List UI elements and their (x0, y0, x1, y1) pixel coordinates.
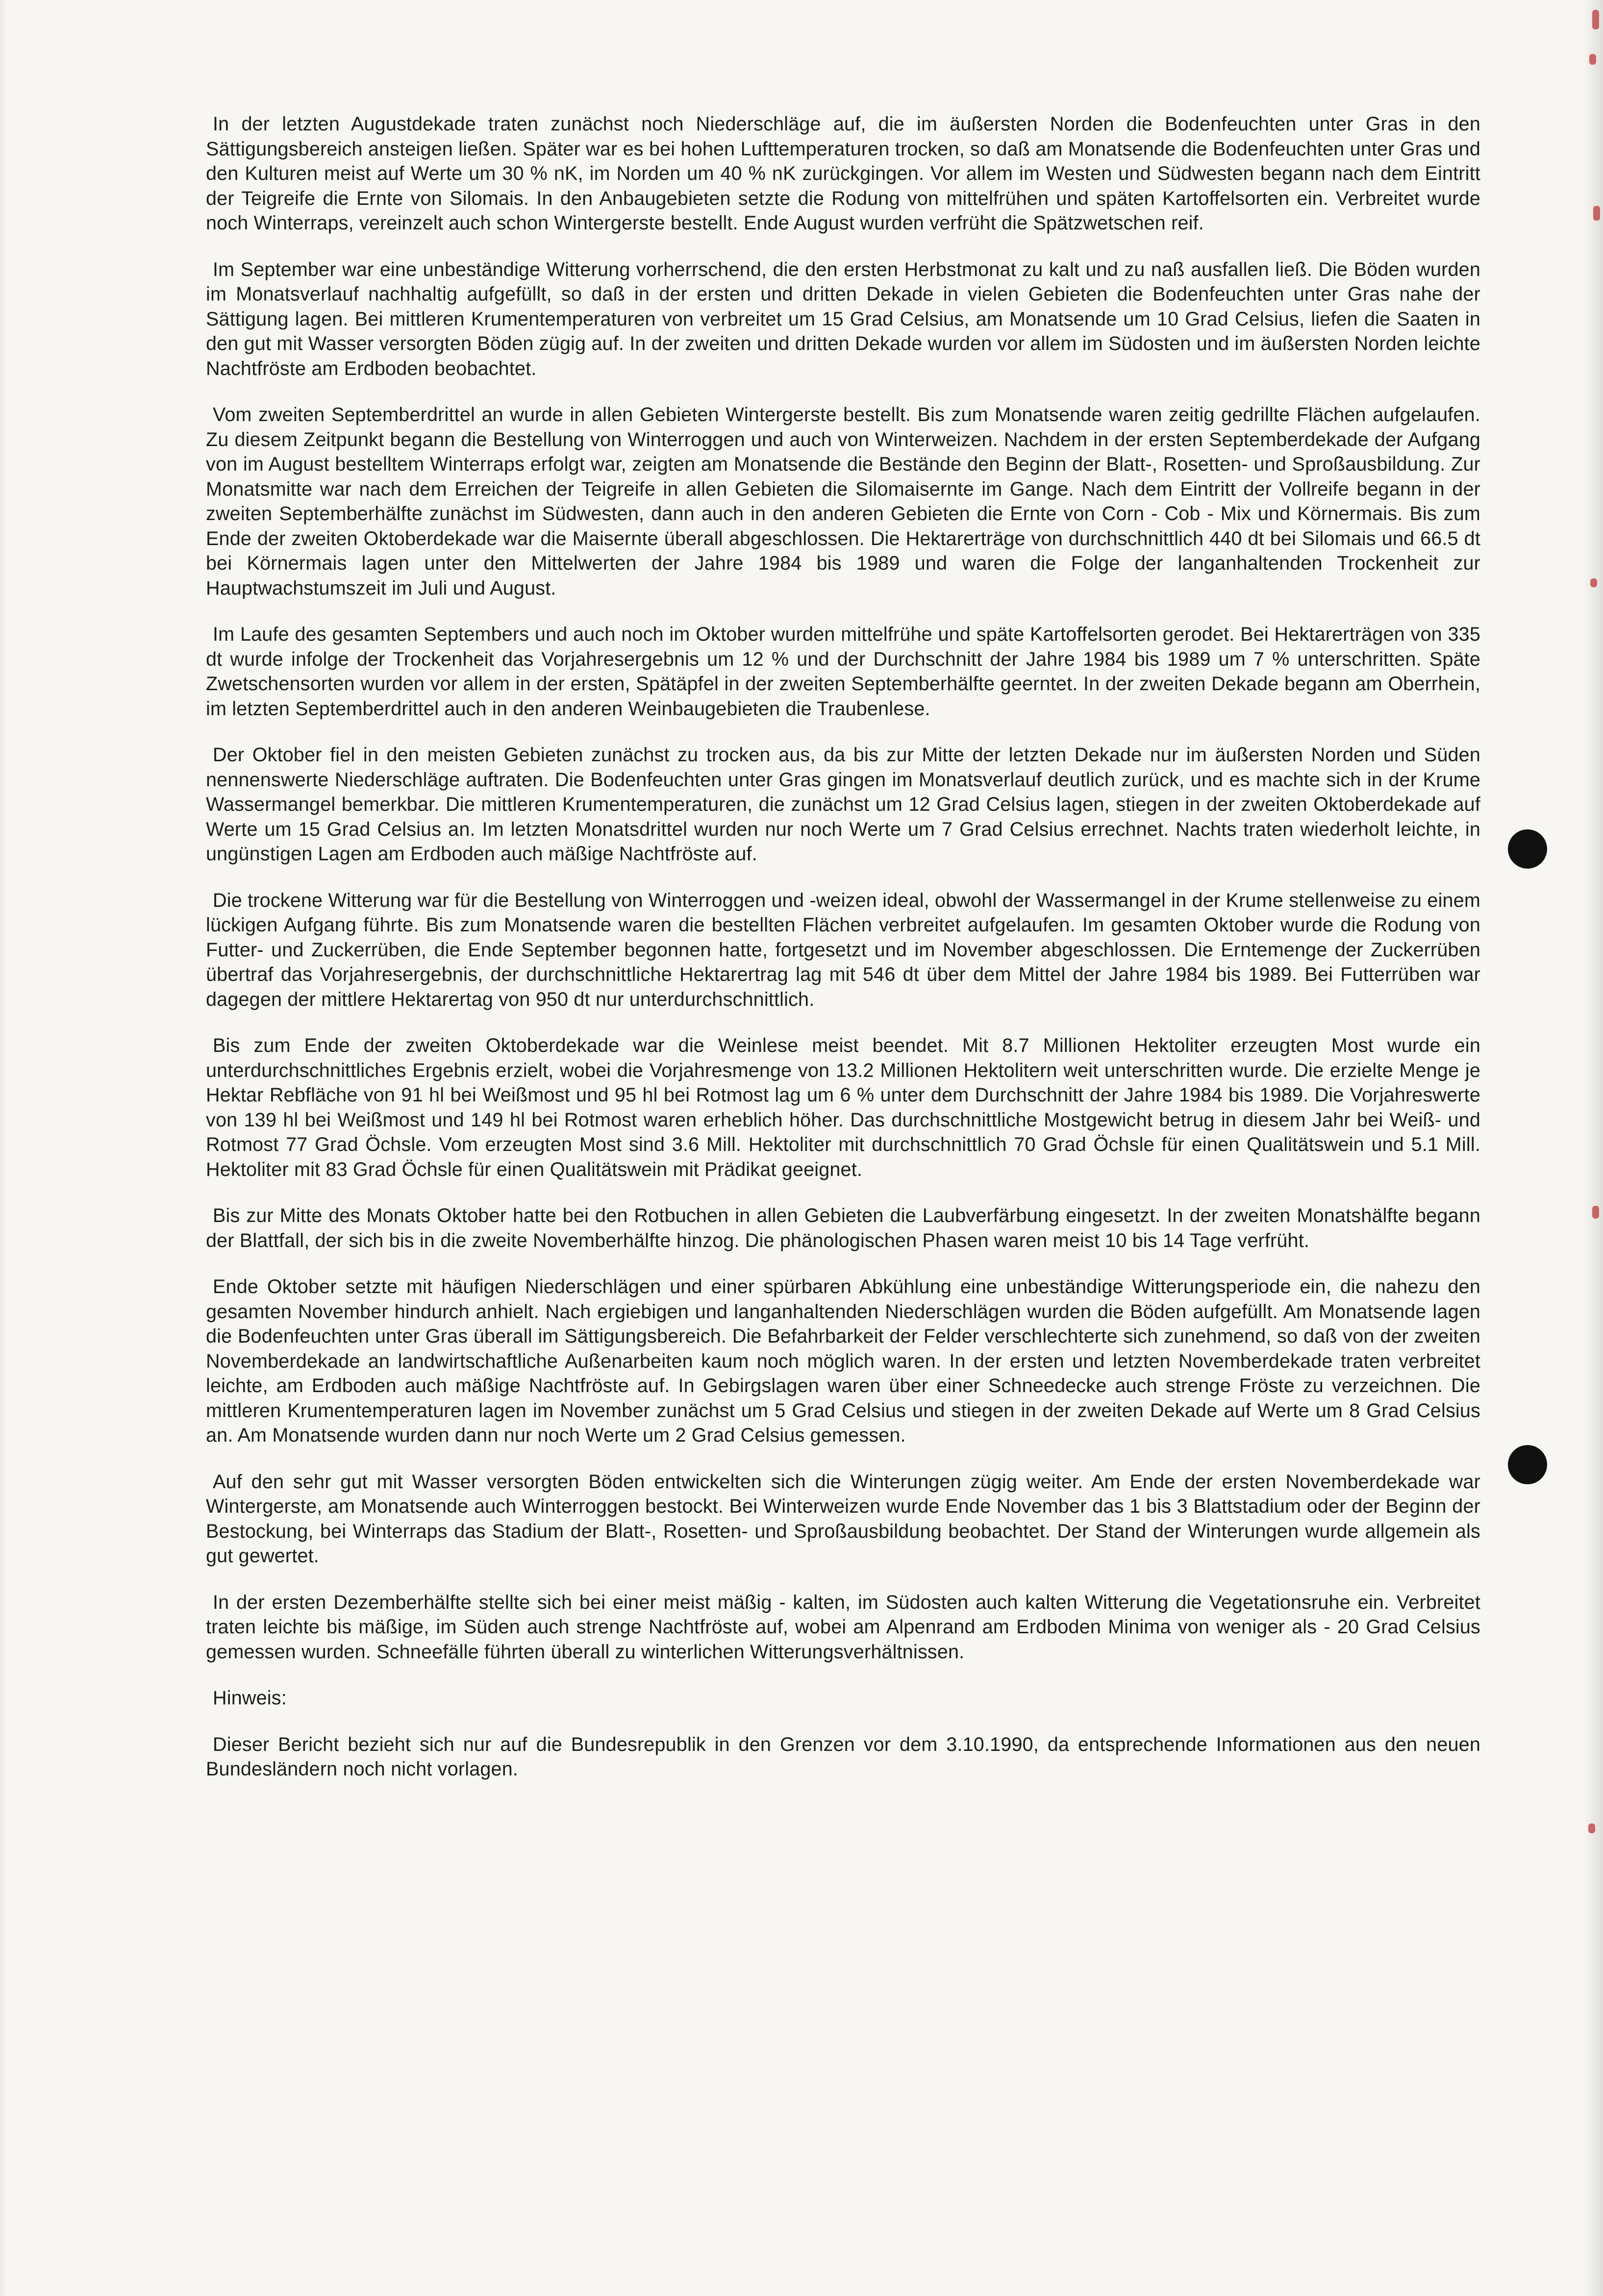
paragraph-december: In der ersten Dezemberhälfte stellte sich bei einer meist mäßig - kalten, im Südosten auch kalten Witterung die Vegetationsruhe ein. Verbreitet traten leichte bis mäßige, im Süden auch strenge Nachtfröste auf, wobei am Alpenrand am Erdboden Minima von weniger als - 20 Grad Celsius gemessen wurden. Schneefälle führten überall zu winterlichen Witterungsverhältnissen. (206, 1591, 1480, 1663)
report-body (206, 112, 1480, 1782)
red-edge-mark (1588, 1823, 1595, 1833)
red-edge-mark (1593, 206, 1600, 221)
paragraph-august: In der letzten Augustdekade traten zunächst noch Niederschläge auf, die im äußersten Norden die Bodenfeuchten unter Gras in den Sättigungsbereich ansteigen ließen. Später war es bei hohen Lufttemperaturen trocken, so daß am Monatsende die Bodenfeuchten unter Gras und den Kulturen meist auf Werte um 30 % nK, im Norden um 40 % nK zurückgingen. Vor allem im Westen und Südwesten begann nach dem Eintritt der Teigreife die Ernte von Silomais. In den Anbaugebieten setzte die Rodung von mittelfrühen und späten Kartoffelsorten ein. Verbreitet wurde noch Winterraps, vereinzelt auch schon Wintergerste bestellt. Ende August wurden verfrüht die Spätzwetschen reif. (206, 113, 1480, 234)
red-edge-mark (1589, 54, 1596, 65)
punch-hole-lower (1508, 1445, 1547, 1484)
punch-hole-upper (1508, 829, 1547, 869)
red-edge-mark (1592, 10, 1599, 29)
red-edge-mark (1590, 578, 1597, 587)
paragraph-september-weather: Im September war eine unbeständige Witterung vorherrschend, die den ersten Herbstmonat zu kalt und zu naß ausfallen ließ. Die Böden wurden im Monatsverlauf nachhaltig aufgefüllt, so daß in der ersten und dritten Dekade in vielen Gebieten die Bodenfeuchten unter Gras nahe der Sättigung lagen. Bei mittleren Krumentemperaturen von verbreitet um 15 Grad Celsius, am Monatsende um 10 Grad Celsius, liefen die Saaten in den gut mit Wasser versorgten Böden zügig auf. In der zweiten und dritten Dekade wurden vor allem im Südosten und im äußersten Norden leichte Nachtfröste am Erdboden beobachtet. (206, 258, 1481, 379)
paragraph-wine-harvest: Bis zum Ende der zweiten Oktoberdekade war die Weinlese meist beendet. Mit 8.7 Millionen Hektoliter erzeugten Most wurde ein unterdurchschnittliches Ergebnis erzielt, wobei die Vorjahresmenge von 13.2 Millionen Hektolitern weit unterschritten wurde. Die erzielte Menge je Hektar Rebfläche von 91 hl bei Weißmost und 95 hl bei Rotmost lag um 6 % unter dem Durchschnitt der Jahre 1984 bis 1989. Die Vorjahreswerte von 139 hl bei Weißmost und 149 hl bei Rotmost waren erheblich höher. Das durchschnittliche Mostgewicht betrug in diesem Jahr bei Weiß- und Rotmost 77 Grad Öchsle. Vom erzeugten Most sind 3.6 Mill. Hektoliter mit durchschnittlich 70 Grad Öchsle für einen Qualitätswein und 5.1 Mill. Hektoliter mit 83 Grad Öchsle für einen Qualitätswein mit Prädikat geeignet. (206, 1035, 1480, 1180)
paragraph-winter-crops: Auf den sehr gut mit Wasser versorgten Böden entwickelten sich die Winterungen zügig weiter. Am Ende der ersten Novemberdekade war Wintergerste, am Monatsende auch Winterroggen bestockt. Bei Winterweizen wurde Ende November das 1 bis 3 Blattstadium oder der Beginn der Bestockung, bei Winterraps das Stadium der Blatt-, Rosetten- und Sproßausbildung beobachtet. Der Stand der Winterungen wurde allgemein als gut gewertet. (206, 1471, 1480, 1567)
paragraph-september-crops: Vom zweiten Septemberdrittel an wurde in allen Gebieten Wintergerste bestellt. Bis zum Monatsende waren zeitig gedrillte Flächen aufgelaufen. Zu diesem Zeitpunkt begann die Bestellung von Winterroggen und auch von Winterweizen. Nachdem in der ersten Septemberdekade der Aufgang von im August bestelltem Winterraps erfolgt war, zeigten am Monatsende die Bestände den Beginn der Blatt-, Rosetten- und Sproßausbildung. Zur Monatsmitte war nach dem Erreichen der Teigreife in allen Gebieten die Silomaisernte im Gange. Nach dem Eintritt der Vollreife begann in der zweiten Septemberhälfte zunächst im Südwesten, dann auch in den anderen Gebieten die Ernte von Corn - Cob - Mix und Körnermais. Bis zum Ende der zweiten Oktoberdekade war die Maisernte überall abgeschlossen. Die Hektarerträge von durchschnittlich 440 dt bei Silomais und 66.5 dt bei Körnermais lagen unter den Mittelwerten der Jahre 1984 bis 1989 und waren die Folge der langanhaltenden Trockenheit zur Hauptwachstumszeit im Juli und August. (206, 404, 1480, 599)
hint-text: Dieser Bericht bezieht sich nur auf die Bundesrepublik in den Grenzen vor dem 3.10.1990, da entsprechende Informationen aus den neuen Bundesländern noch nicht vorlagen. (206, 1733, 1480, 1780)
paragraph-phenology: Bis zur Mitte des Monats Oktober hatte bei den Rotbuchen in allen Gebieten die Laubverfärbung eingesetzt. In der zweiten Monatshälfte begann der Blattfall, der sich bis in die zweite Novemberhälfte hinzog. Die phänologischen Phasen waren meist 10 bis 14 Tage verfrüht. (206, 1205, 1480, 1251)
page-edge-left (0, 0, 7, 2296)
red-edge-mark (1592, 1206, 1599, 1219)
page-shadow-right (1583, 0, 1603, 2296)
paragraph-october-weather: Der Oktober fiel in den meisten Gebieten zunächst zu trocken aus, da bis zur Mitte der letzten Dekade nur im äußersten Norden und Süden nennenswerte Niederschläge auftraten. Die Bodenfeuchten unter Gras gingen im Monatsverlauf deutlich zurück, und es machte sich in der Krume Wassermangel bemerkbar. Die mittleren Krumentemperaturen, die zunächst um 12 Grad Celsius lagen, stiegen in der zweiten Oktoberdekade auf Werte um 15 Grad Celsius an. Im letzten Monatsdrittel wurden nur noch Werte um 7 Grad Celsius errechnet. Nachts traten wiederholt leichte, in ungünstigen Lagen am Erdboden auch mäßige Nachtfröste auf. (206, 744, 1480, 865)
hint-label: Hinweis: (213, 1687, 287, 1709)
paragraph-potato-harvest: Im Laufe des gesamten Septembers und auch noch im Oktober wurden mittelfrühe und späte Kartoffelsorten gerodet. Bei Hektarerträgen von 335 dt wurde infolge der Trockenheit das Vorjahresergebnis um 12 % und der Durchschnitt der Jahre 1984 bis 1989 um 7 % unterschritten. Späte Zwetschensorten wurden vor allem in der ersten, Spätäpfel in der zweiten Septemberhälfte geerntet. In der zweiten Dekade begann am Oberrhein, im letzten Septemberdrittel auch in den anderen Weinbaugebieten die Traubenlese. (206, 624, 1480, 720)
paragraph-october-crops: Die trockene Witterung war für die Bestellung von Winterroggen und -weizen ideal, obwohl der Wassermangel in der Krume stellenweise zu einem lückigen Aufgang führte. Bis zum Monatsende waren die bestellten Flächen verbreitet aufgelaufen. Im gesamten Oktober wurde die Rodung von Futter- und Zuckerrüben, die Ende September begonnen hatte, fortgesetzt und im November abgeschlossen. Die Erntemenge der Zuckerrüben übertraf das Vorjahresergebnis, der durchschnittliche Hektarertrag lag mit 546 dt über dem Mittel der Jahre 1984 bis 1989. Bei Futterrüben war dagegen der mittlere Hektarertag von 950 dt nur unterdurchschnittlich. (206, 889, 1480, 1010)
paragraph-november-weather: Ende Oktober setzte mit häufigen Niederschlägen und einer spürbaren Abkühlung eine unbeständige Witterungsperiode ein, die nahezu den gesamten November hindurch anhielt. Nach ergiebigen und langanhaltenden Niederschlägen wurden die Böden aufgefüllt. Am Monatsende lagen die Bodenfeuchten unter Gras überall im Sättigungsbereich. Die Befahrbarkeit der Felder verschlechterte sich zunehmend, so daß von der zweiten Novemberdekade an landwirtschaftliche Außenarbeiten kaum noch möglich waren. In der ersten und letzten Novemberdekade traten verbreitet leichte, am Erdboden auch mäßige Nachtfröste auf. In Gebirgslagen waren über einer Schneedecke auch strenge Fröste zu verzeichnen. Die mittleren Krumentemperaturen lagen im November zunächst um 5 Grad Celsius und stiegen in der zweiten Dekade auf Werte um 8 Grad Celsius an. Am Monatsende wurden dann nur noch Werte um 2 Grad Celsius gemessen. (206, 1276, 1480, 1446)
